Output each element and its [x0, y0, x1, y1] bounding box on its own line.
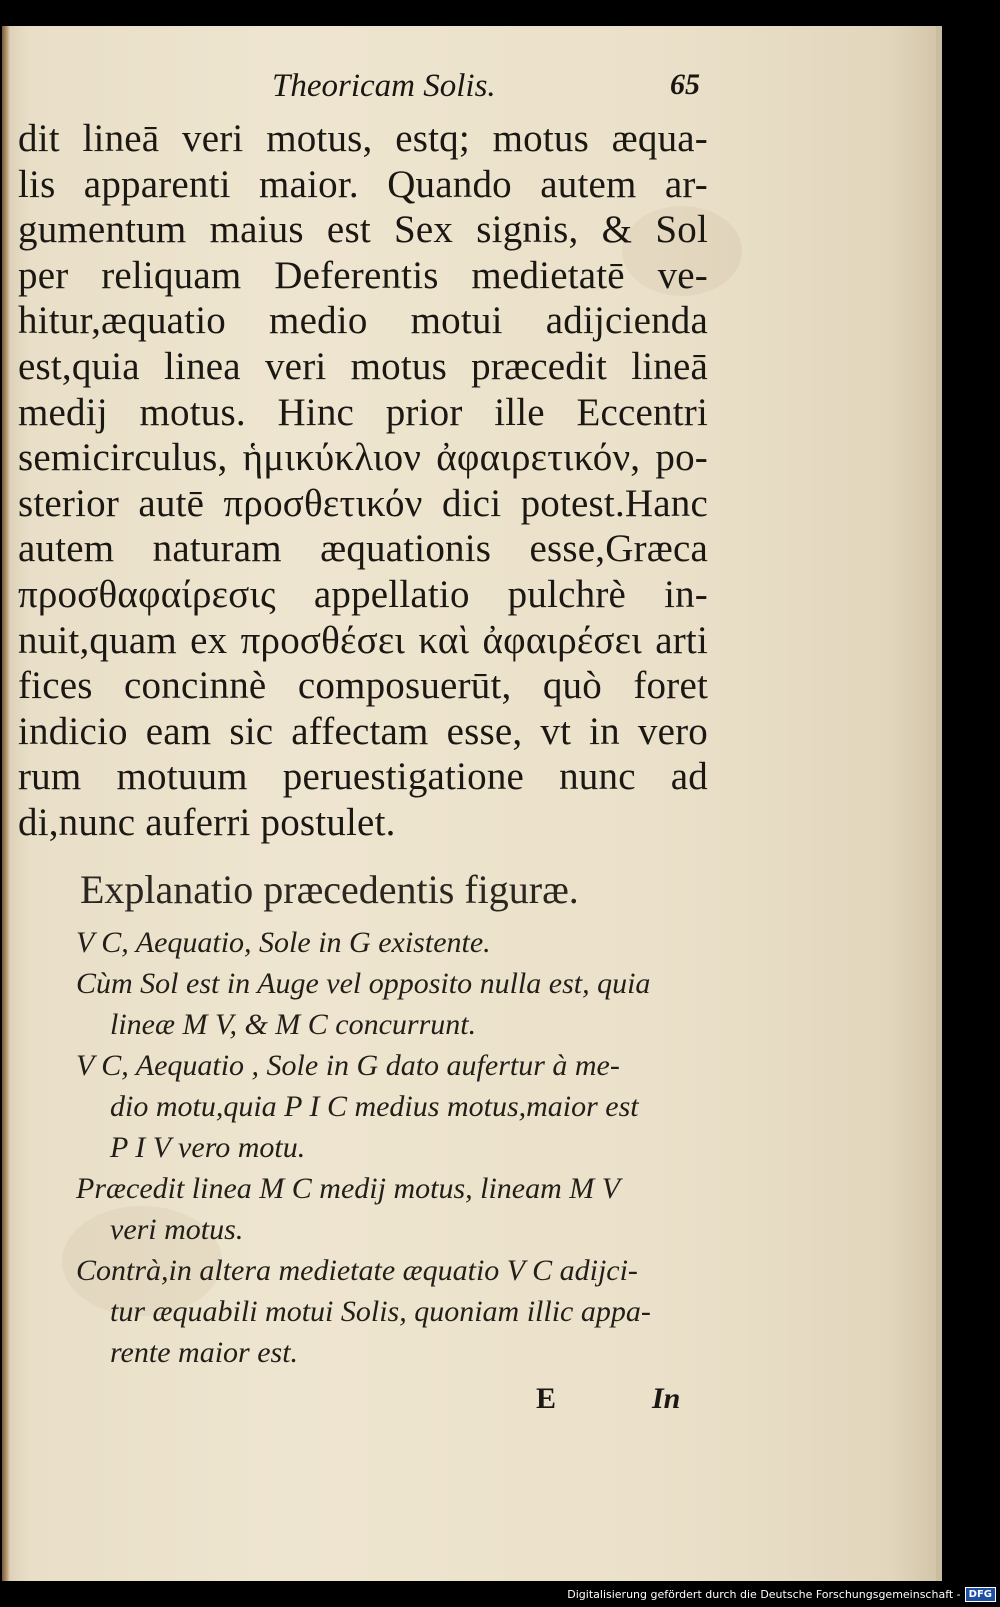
page-number: 65 — [670, 68, 700, 101]
text-line: hitur,æquatio medio motui adijcienda — [18, 299, 708, 343]
digitization-footer — [567, 1585, 996, 1603]
note-line: veri motus. — [110, 1213, 244, 1246]
note-line: V C, Aequatio, Sole in G existente. — [76, 926, 491, 959]
text-line: est,quia linea veri motus præcedit lineā — [18, 344, 708, 388]
text-line: fices concinnè composuerūt, quò foret — [18, 664, 708, 708]
note-line: lineæ M V, & M C concurrunt. — [110, 1008, 477, 1041]
signature-mark: E — [536, 1382, 557, 1415]
book-page — [2, 26, 942, 1581]
catchword: In — [652, 1382, 681, 1415]
dfg-logo: DFG — [965, 1587, 996, 1602]
text-line: προσθαφαίρεσις appellatio pulchrè in- — [18, 572, 708, 616]
text-line: semicirculus, ἡμικύκλιον ἀφαιρετικόν, po- — [18, 436, 708, 480]
note-line: P I V vero motu. — [110, 1131, 306, 1164]
explanation-notes — [76, 922, 696, 1373]
text-line: gumentum maius est Sex signis, & Sol — [18, 208, 708, 252]
text-line: dit lineā veri motus, estq; motus æqua- — [18, 117, 708, 160]
page-header — [2, 68, 936, 118]
text-line: rum motuum peruestigatione nunc ad — [18, 755, 708, 799]
text-line: medij motus. Hinc prior ille Eccentri — [18, 390, 708, 434]
running-head: Theoricam Solis. — [272, 68, 496, 104]
text-line: nuit,quam ex προσθέσει καὶ ἀφαιρέσει arti — [18, 618, 708, 662]
footer-credit: Digitalisierung gefördert durch die Deutsche Forschungsgemeinschaft - — [567, 1587, 961, 1601]
text-line: di,nunc auferri postulet. — [18, 800, 396, 844]
text-line: indicio eam sic affectam esse, vt in vero — [18, 709, 708, 753]
text-line: sterior autē προσθετικόν dici potest.Hanc — [18, 481, 708, 525]
note-line: V C, Aequatio , Sole in G dato aufertur à me- — [76, 1049, 620, 1082]
text-line: autem naturam æquationis esse,Græca — [18, 527, 708, 571]
main-text-block — [18, 116, 708, 846]
note-line: dio motu,quia P I C medius motus,maior est — [110, 1090, 639, 1123]
note-line: Contrà,in altera medietate æquatio V C adijci- — [76, 1254, 638, 1287]
text-line: lis apparenti maior. Quando autem ar- — [18, 162, 708, 206]
note-line: tur æquabili motui Solis, quoniam illic appa- — [110, 1295, 651, 1328]
explanation-title: Explanatio præcedentis figuræ. — [80, 867, 579, 912]
text-line: per reliquam Deferentis medietatē ve- — [18, 253, 708, 297]
note-line: rente maior est. — [110, 1336, 299, 1369]
note-line: Cùm Sol est in Auge vel opposito nulla est, quia — [76, 967, 651, 1000]
note-line: Præcedit linea M C medij motus, lineam M V — [76, 1172, 621, 1205]
